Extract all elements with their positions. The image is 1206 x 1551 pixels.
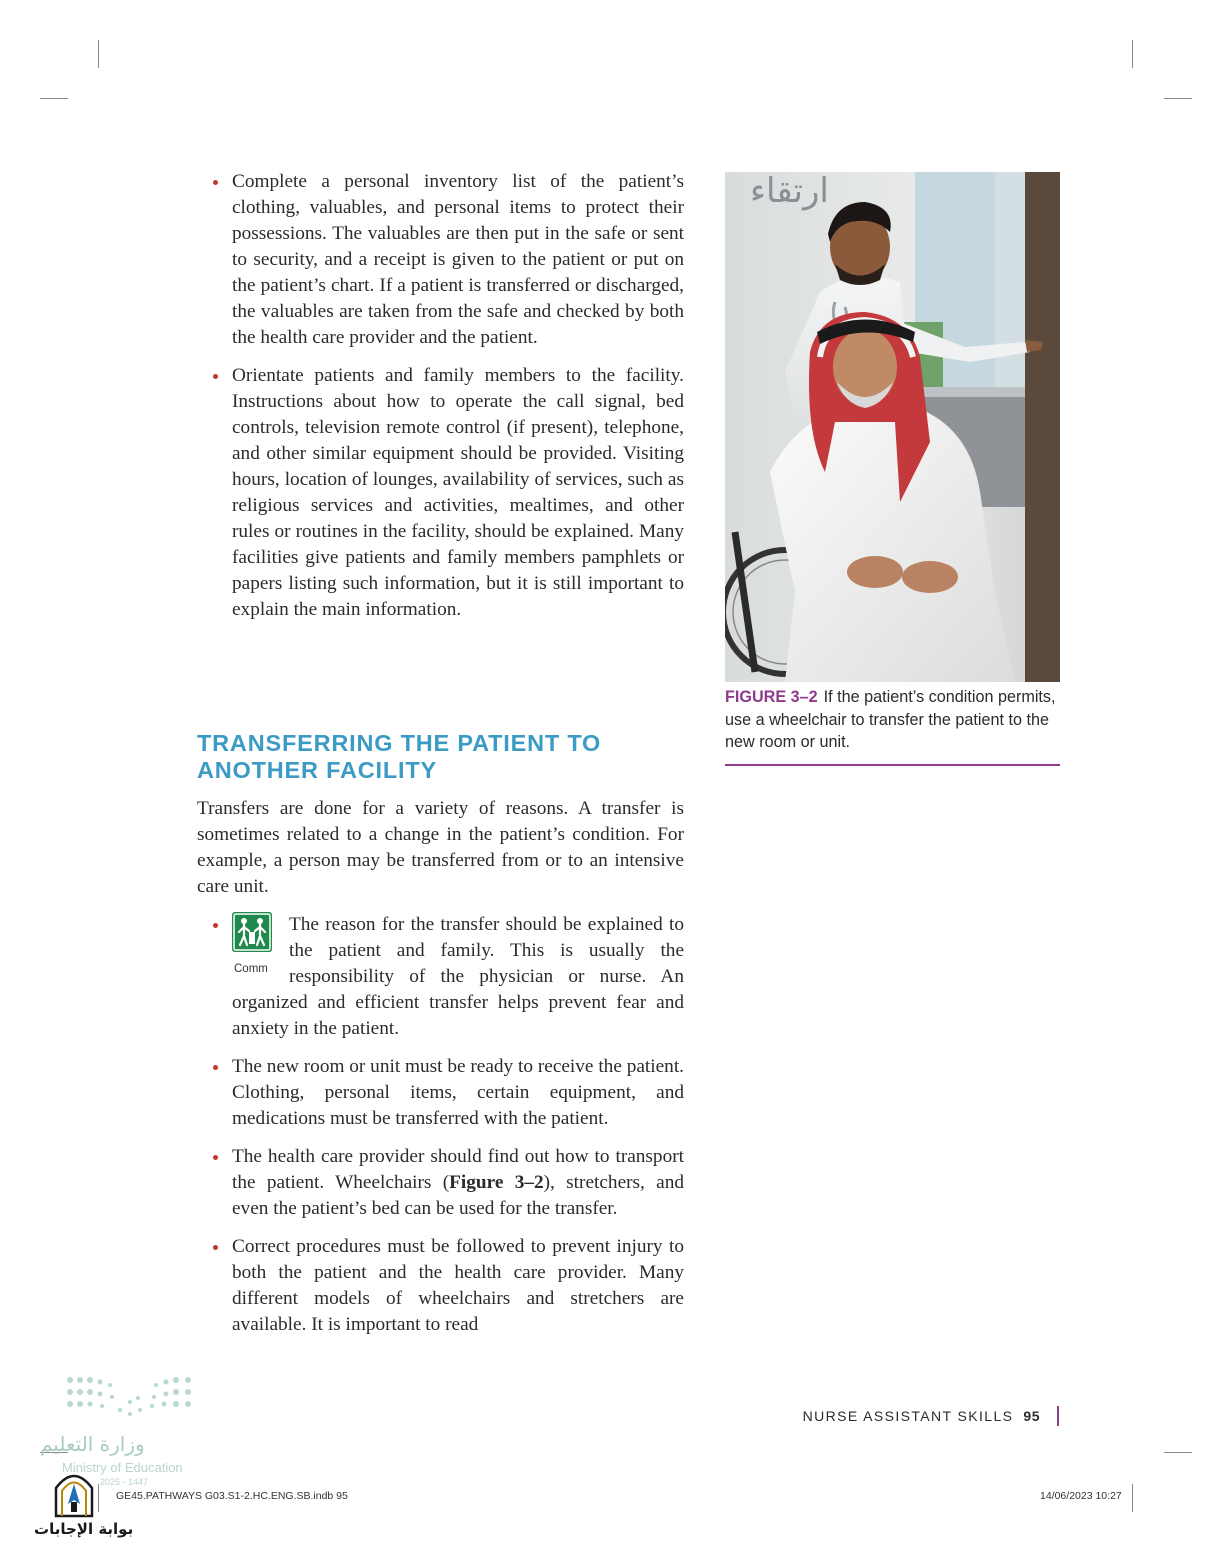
figure-reference-link[interactable]: Figure 3–2 (449, 1172, 544, 1193)
figure-caption (725, 686, 1060, 754)
figure-label: FIGURE 3–2 (725, 688, 818, 706)
communication-icon (232, 912, 272, 952)
slug-left: GE45.PATHWAYS G03.S1-2.HC.ENG.SB.indb 95 (116, 1490, 348, 1502)
section-heading: TRANSFERRING THE PATIENT TO ANOTHER FACILITY (197, 730, 602, 783)
figure-caption-text: If the patient’s condition permits, use a wheelchair to transfer the patient to the new room or unit. (725, 688, 1056, 751)
bullet-new-room: The new room or unit must be ready to receive the patient. Clothing, personal items, certain equipment, and medications must be transferred with the patient. (197, 1054, 684, 1132)
transfer-section (197, 796, 684, 1338)
figure-photo-wheelchair (725, 172, 1060, 682)
footer-accent-bar (1057, 1406, 1059, 1426)
crop-mark-bottom-right (1132, 1484, 1133, 1512)
answers-gate-logo-icon (50, 1466, 98, 1518)
bullet-transport-text-b: ), stretchers, and even the patient’s bed can be used for the transfer. (232, 1172, 685, 1219)
bullet-explain-transfer-text: The reason for the transfer should be explained to the patient and family. This is usually the responsibility of the physician or nurse. An organized and efficient transfer helps prevent fear and anxiety in the patient. (232, 914, 684, 1039)
bullet-explain-transfer (197, 912, 684, 1042)
crop-mark-right-bottom (1164, 1452, 1192, 1453)
slug-right: 14/06/2023 10:27 (1040, 1490, 1122, 1502)
caption-rule (725, 764, 1060, 766)
crop-mark-left-top (40, 98, 68, 99)
crop-mark-right-top (1164, 98, 1192, 99)
running-head-title: NURSE ASSISTANT SKILLS (802, 1408, 1014, 1424)
ministry-logo-dots (62, 1374, 202, 1422)
ministry-year: 2025 - 1447 (100, 1477, 149, 1487)
top-bullet-section (197, 169, 684, 623)
bullet-inventory: Complete a personal inventory list of the patient’s clothing, valuables, and personal items to protect their possessions. The valuables are then put in the safe or sent to security, and a receipt is given to the patient or put on the patient’s chart. If a patient is transferred or discharged, the valuables are taken from the safe and checked by both the health care provider and the patient. (197, 169, 684, 351)
page-number: 95 (1023, 1408, 1040, 1424)
crop-mark-top-right (1132, 40, 1133, 68)
ministry-name-english: Ministry of Education (62, 1460, 183, 1475)
comm-icon-block (232, 912, 282, 975)
ministry-name-arabic: وزارة التعليم (40, 1432, 145, 1456)
bullet-orientation: Orientate patients and family members to the facility. Instructions about how to operate the call signal, bed controls, television remote control (if present), telephone, and other similar equipment should be provided. Visiting hours, location of lounges, availability of services, such as religious services and activities, mealtimes, and other rules or routines in the facility, should be explained. Many facilities give patients and family members pamphlets or papers listing such information, but it is still important to explain the main information. (197, 363, 684, 623)
bullet-transport (197, 1144, 684, 1222)
top-bullet-list (197, 169, 684, 623)
running-footer (760, 1408, 1040, 1424)
transfer-bullet-list (197, 912, 684, 1338)
intro-paragraph: Transfers are done for a variety of reasons. A transfer is sometimes related to a change in the patient’s condition. For example, a person may be transferred from or to an intensive care unit. (197, 798, 684, 897)
crop-mark-bottom-left (98, 1484, 99, 1512)
comm-icon-label: Comm (234, 963, 268, 975)
photo-sign-text: ارتقاء (750, 172, 829, 211)
bullet-transport-text-a: The health care provider should find out how to transport the patient. Wheelchairs ( (232, 1146, 684, 1193)
crop-mark-top-left (98, 40, 99, 68)
bullet-procedures: Correct procedures must be followed to prevent injury to both the patient and the health care provider. Many different models of wheelchairs and stretchers are available. It is important to read (197, 1234, 684, 1338)
answers-gate-label: بوابة الإجابات (34, 1520, 134, 1538)
